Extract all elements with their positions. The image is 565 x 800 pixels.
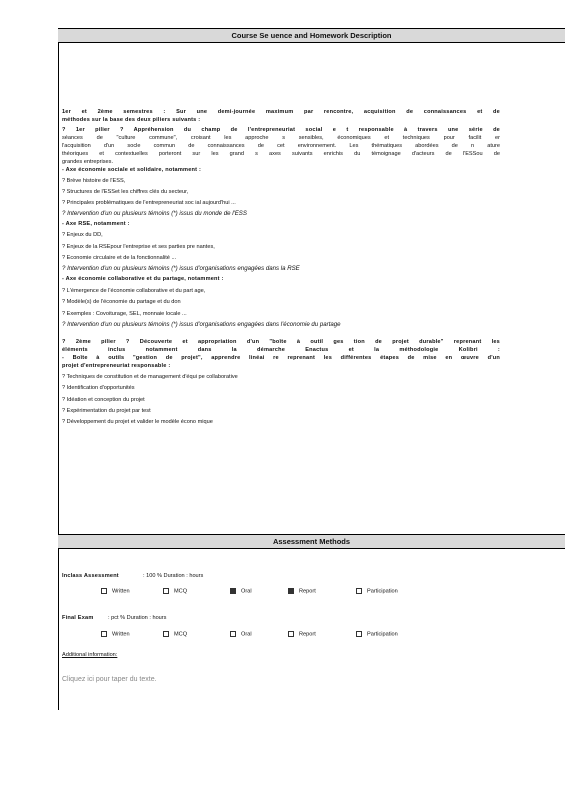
option-label: Report — [299, 588, 316, 595]
list-item: ? Enjeux du DD, — [62, 232, 103, 238]
pillar1-line-3: l'acquisition d'un socle commun de connaissances de cet environnement. Les thématiques abordées de n ature — [62, 143, 500, 149]
semesters-line-1: 1er et 2ème semestres : Sur une demi-journée maximum par rencontre, acquisition de connaissances et de — [62, 109, 500, 115]
checkbox-icon — [230, 631, 236, 637]
list-item: ? Intervention d'un ou plusieurs témoins (*) issus du monde de l'ESS — [62, 210, 247, 217]
axe-rse-heading: - Axe RSE, notamment : — [62, 221, 130, 227]
option-label: MCQ — [174, 588, 188, 595]
pillar1-line-4: théoriques et contextuelles porteront sur les grand s axes suivants enrichis du témoignage d'acteurs de l'ESSou de — [62, 151, 500, 157]
final-oral-checkbox[interactable] — [230, 631, 252, 637]
axe-ess-heading: - Axe économie sociale et solidaire, notamment : — [62, 167, 202, 173]
checkbox-checked-icon — [230, 588, 236, 594]
inclass-assessment-detail: : 100 % Duration : hours — [143, 573, 204, 579]
list-item: ? Expérimentation du projet par test — [62, 408, 151, 414]
inclass-oral-checkbox[interactable] — [230, 588, 252, 594]
semesters-line-2: méthodes sur la base des deux piliers suivants : — [62, 117, 201, 123]
checkbox-icon — [101, 631, 107, 637]
option-label: Written — [112, 631, 130, 638]
option-label: Oral — [241, 588, 252, 595]
list-item: ? Enjeux de la RSEpour l'entreprise et ses parties pre nantes, — [62, 244, 215, 250]
final-mcq-checkbox[interactable] — [163, 631, 187, 637]
checkbox-checked-icon — [288, 588, 294, 594]
pillar2-line-4: projet d'entrepreneuriat responsable : — [62, 363, 171, 369]
final-written-checkbox[interactable] — [101, 631, 130, 637]
checkbox-icon — [356, 631, 362, 637]
option-label: Participation — [367, 631, 398, 638]
inclass-mcq-checkbox[interactable] — [163, 588, 187, 594]
option-label: Oral — [241, 631, 252, 638]
inclass-written-checkbox[interactable] — [101, 588, 130, 594]
checkbox-icon — [101, 588, 107, 594]
final-exam-label: Final Exam — [62, 615, 94, 621]
list-item: ? Brève histoire de l'ESS, — [62, 178, 126, 184]
list-item: ? Idéation et conception du projet — [62, 397, 145, 403]
list-item: ? Structures de l'ESSet les chiffres clés du secteur, — [62, 189, 189, 195]
list-item: ? L'émergence de l'économie collaborative et du part age, — [62, 288, 206, 294]
checkbox-icon — [356, 588, 362, 594]
list-item: ? Intervention d'un ou plusieurs témoins (*) issus d'organisations engagées dans la RSE — [62, 265, 300, 272]
list-item: ? Développement du projet et valider le modèle écono mique — [62, 419, 213, 425]
axe-collab-heading: - Axe économie collaborative et du partage, notamment : — [62, 276, 224, 282]
pillar1-line-5: grandes entreprises. — [62, 159, 113, 165]
inclass-assessment-label: Inclass Assessment — [62, 573, 119, 579]
option-label: Participation — [367, 588, 398, 595]
list-item: ? Identification d'opportunités — [62, 385, 135, 391]
pillar2-line-1: ? 2ème pilier ? Découverte et appropriation d'un "boîte à outil ges tion de projet durable" reprenant les — [62, 339, 500, 345]
pillar1-line-2: séances de "culture commune", croisant les approche s sensibles, économiques et techniques pour facilit er — [62, 135, 500, 141]
additional-information-label: Additional information: — [62, 652, 118, 658]
final-report-checkbox[interactable] — [288, 631, 316, 637]
additional-information-placeholder[interactable]: Cliquez ici pour taper du texte. — [62, 676, 157, 683]
pillar2-line-3: - Boîte à outils "gestion de projet", apprendre linéai re reprenant les différentes étapes de mise en œuvre d'un — [62, 355, 500, 361]
inclass-participation-checkbox[interactable] — [356, 588, 398, 594]
list-item: ? Principales problématiques de l'entrepreneuriat soc ial aujourd'hui ... — [62, 200, 236, 206]
checkbox-icon — [163, 588, 169, 594]
course-sequence-header: Course Se uence and Homework Description — [58, 28, 565, 43]
list-item: ? Economie circulaire et de la fonctionnalité ... — [62, 255, 177, 261]
inclass-report-checkbox[interactable] — [288, 588, 316, 594]
option-label: Report — [299, 631, 316, 638]
option-label: MCQ — [174, 631, 188, 638]
list-item: ? Modèle(s) de l'économie du partage et du don — [62, 299, 181, 305]
list-item: ? Intervention d'un ou plusieurs témoins (*) issus d'organisations engagées dans l'économie du partage — [62, 321, 341, 328]
assessment-methods-header: Assessment Methods — [58, 534, 565, 549]
option-label: Written — [112, 588, 130, 595]
list-item: ? Techniques de constitution et de management d'équi pe collaborative — [62, 374, 238, 380]
pillar1-line-1: ? 1er pilier ? Appréhension du champ de l'entrepreneuriat social e t responsable à travers une série de — [62, 127, 500, 133]
checkbox-icon — [163, 631, 169, 637]
checkbox-icon — [288, 631, 294, 637]
final-exam-detail: : pct % Duration : hours — [108, 615, 167, 621]
list-item: ? Exemples : Covoiturage, SEL, monnaie locale ... — [62, 311, 187, 317]
pillar2-line-2: éléments inclus notamment dans la démarche Enactus et la méthodologie Kolibri : — [62, 347, 500, 353]
final-participation-checkbox[interactable] — [356, 631, 398, 637]
